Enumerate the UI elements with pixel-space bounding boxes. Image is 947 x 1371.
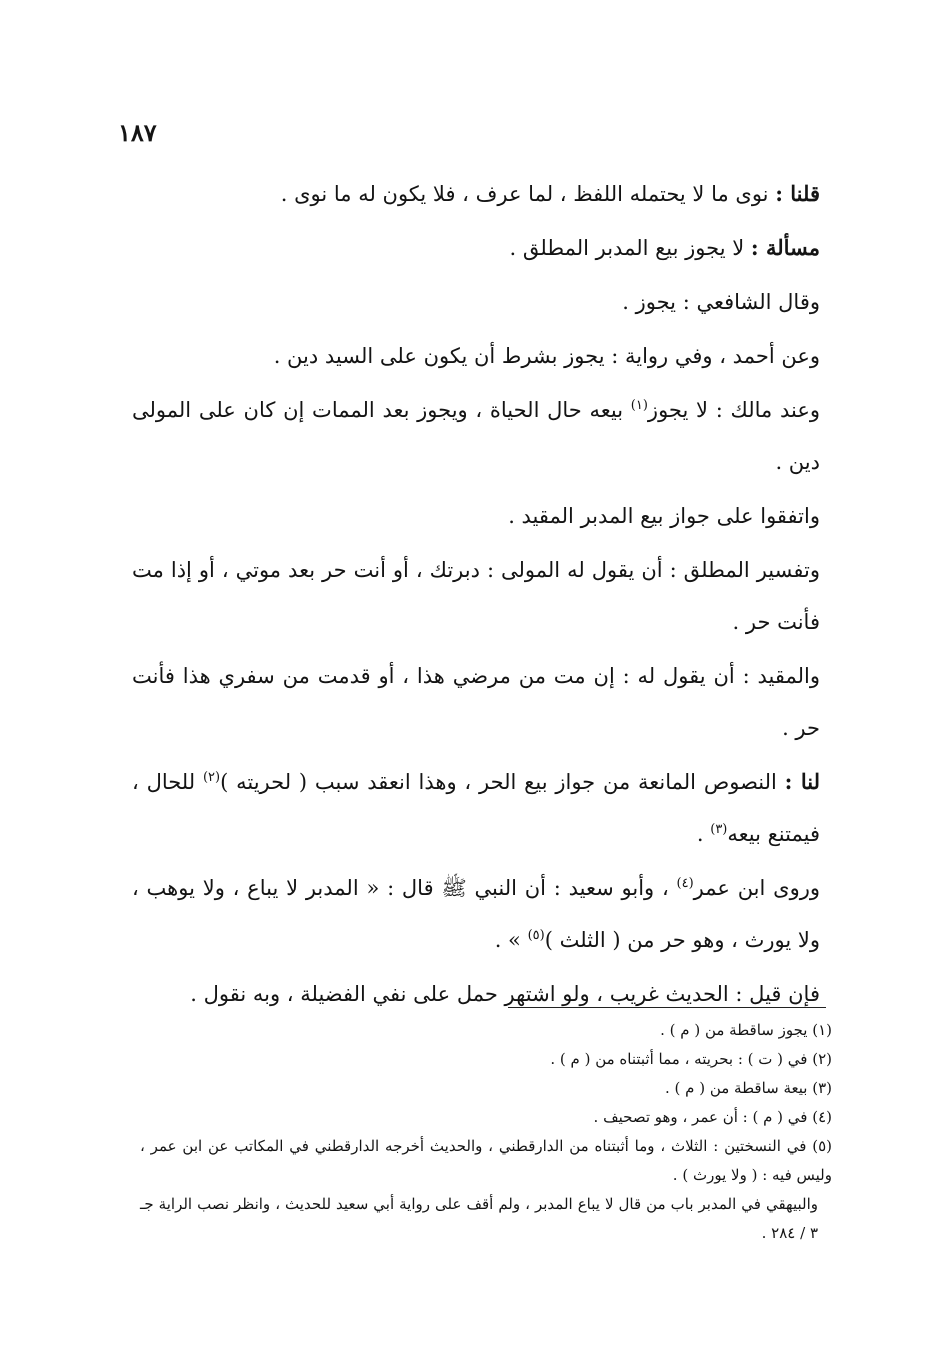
paragraph-text: فإن قيل : الحديث غريب ، ولو اشتهر حمل على نفي الفضيلة ، وبه نقول . [190, 982, 820, 1006]
paragraph-text: . [696, 822, 711, 846]
paragraph [132, 756, 820, 860]
footnote-ref: (٥) [527, 928, 545, 943]
main-text [132, 168, 820, 1020]
paragraph-lead: مسألة : [750, 235, 820, 260]
paragraph [132, 650, 820, 754]
paragraph [132, 968, 820, 1020]
paragraph [132, 222, 820, 274]
paragraph-text: ، وأبو سعيد : أن النبي ﷺ قال : « المدبر لا يباع ، ولا يوهب ، ولا يورث ، وهو حر من ( الثلث ) [132, 876, 820, 952]
footnote: والبيهقي في المدبر باب من قال لا يباع المدبر ، ولم أقف على رواية أبي سعيد للحديث ، وانظر نصب الراية جـ ٣ / ٢٨٤ . [140, 1195, 818, 1242]
paragraph-text: لا يجوز بيع المدبر المطلق . [509, 236, 751, 260]
paragraph-text: وقال الشافعي : يجوز . [622, 290, 820, 314]
paragraph [132, 330, 820, 382]
footnote-divider [508, 1007, 826, 1008]
footnote-ref: (٤) [676, 876, 694, 891]
paragraph [132, 168, 820, 220]
paragraph-text: » . [494, 928, 528, 952]
paragraph-text: وتفسير المطلق : أن يقول له المولى : دبرتك ، أو أنت حر بعد موتي ، أو إذا مت فأنت حر . [132, 558, 820, 634]
footnote: (١) يجوز ساقطة من ( م ) . [660, 1021, 832, 1039]
footnote: (٤) في ( م ) : أن عمر ، وهو تصحيف . [593, 1108, 832, 1126]
paragraph [132, 544, 820, 648]
paragraph [132, 490, 820, 542]
paragraph-text: واتفقوا على جواز بيع المدبر المقيد . [508, 504, 820, 528]
paragraph [132, 384, 820, 488]
footnote: (٢) في ( ت ) : بحريته ، مما أثبتناه من ( م ) . [550, 1050, 832, 1068]
paragraph-text: نوى ما لا يحتمله اللفظ ، لما عرف ، فلا يكون له ما نوى . [280, 182, 776, 206]
paragraph [132, 862, 820, 966]
paragraph-text: بيعه حال الحياة ، ويجوز بعد الممات إن كان على المولى دين . [132, 398, 820, 474]
paragraph-text: وعن أحمد ، وفي رواية : يجوز بشرط أن يكون على السيد دين . [273, 344, 820, 368]
paragraph-lead: لنا : [784, 769, 820, 794]
paragraph-lead: قلنا : [775, 181, 820, 206]
footnote-ref: (٢) [202, 770, 221, 785]
page-number: ١٨٧ [118, 118, 157, 147]
paragraph-text: وعند مالك : لا يجوز [647, 398, 820, 422]
footnote-ref: (٣) [710, 822, 728, 837]
paragraph-text: النصوص المانعة من جواز بيع الحر ، وهذا انعقد سبب ( لحريته ) [220, 770, 785, 794]
paragraph-text: وروى ابن عمر [693, 876, 821, 900]
paragraph [132, 276, 820, 328]
footnote: (٥) في النسختين : الثلاث ، وما أثبتناه من الدارقطني ، والحديث أخرجه الدارقطني في المكاتب عن ابن عمر ، وليس فيه : ( ولا يورث ) . [140, 1137, 832, 1184]
footnote-ref: (١) [630, 398, 648, 413]
footnote: (٣) بيعة ساقطة من ( م ) . [665, 1079, 832, 1097]
paragraph-text: للحال ، فيمتنع بيعه [132, 770, 820, 846]
paragraph-text: والمقيد : أن يقول له : إن مت من مرضي هذا ، أو قدمت من سفري هذا فأنت حر . [132, 664, 820, 740]
footnotes [140, 1016, 832, 1248]
